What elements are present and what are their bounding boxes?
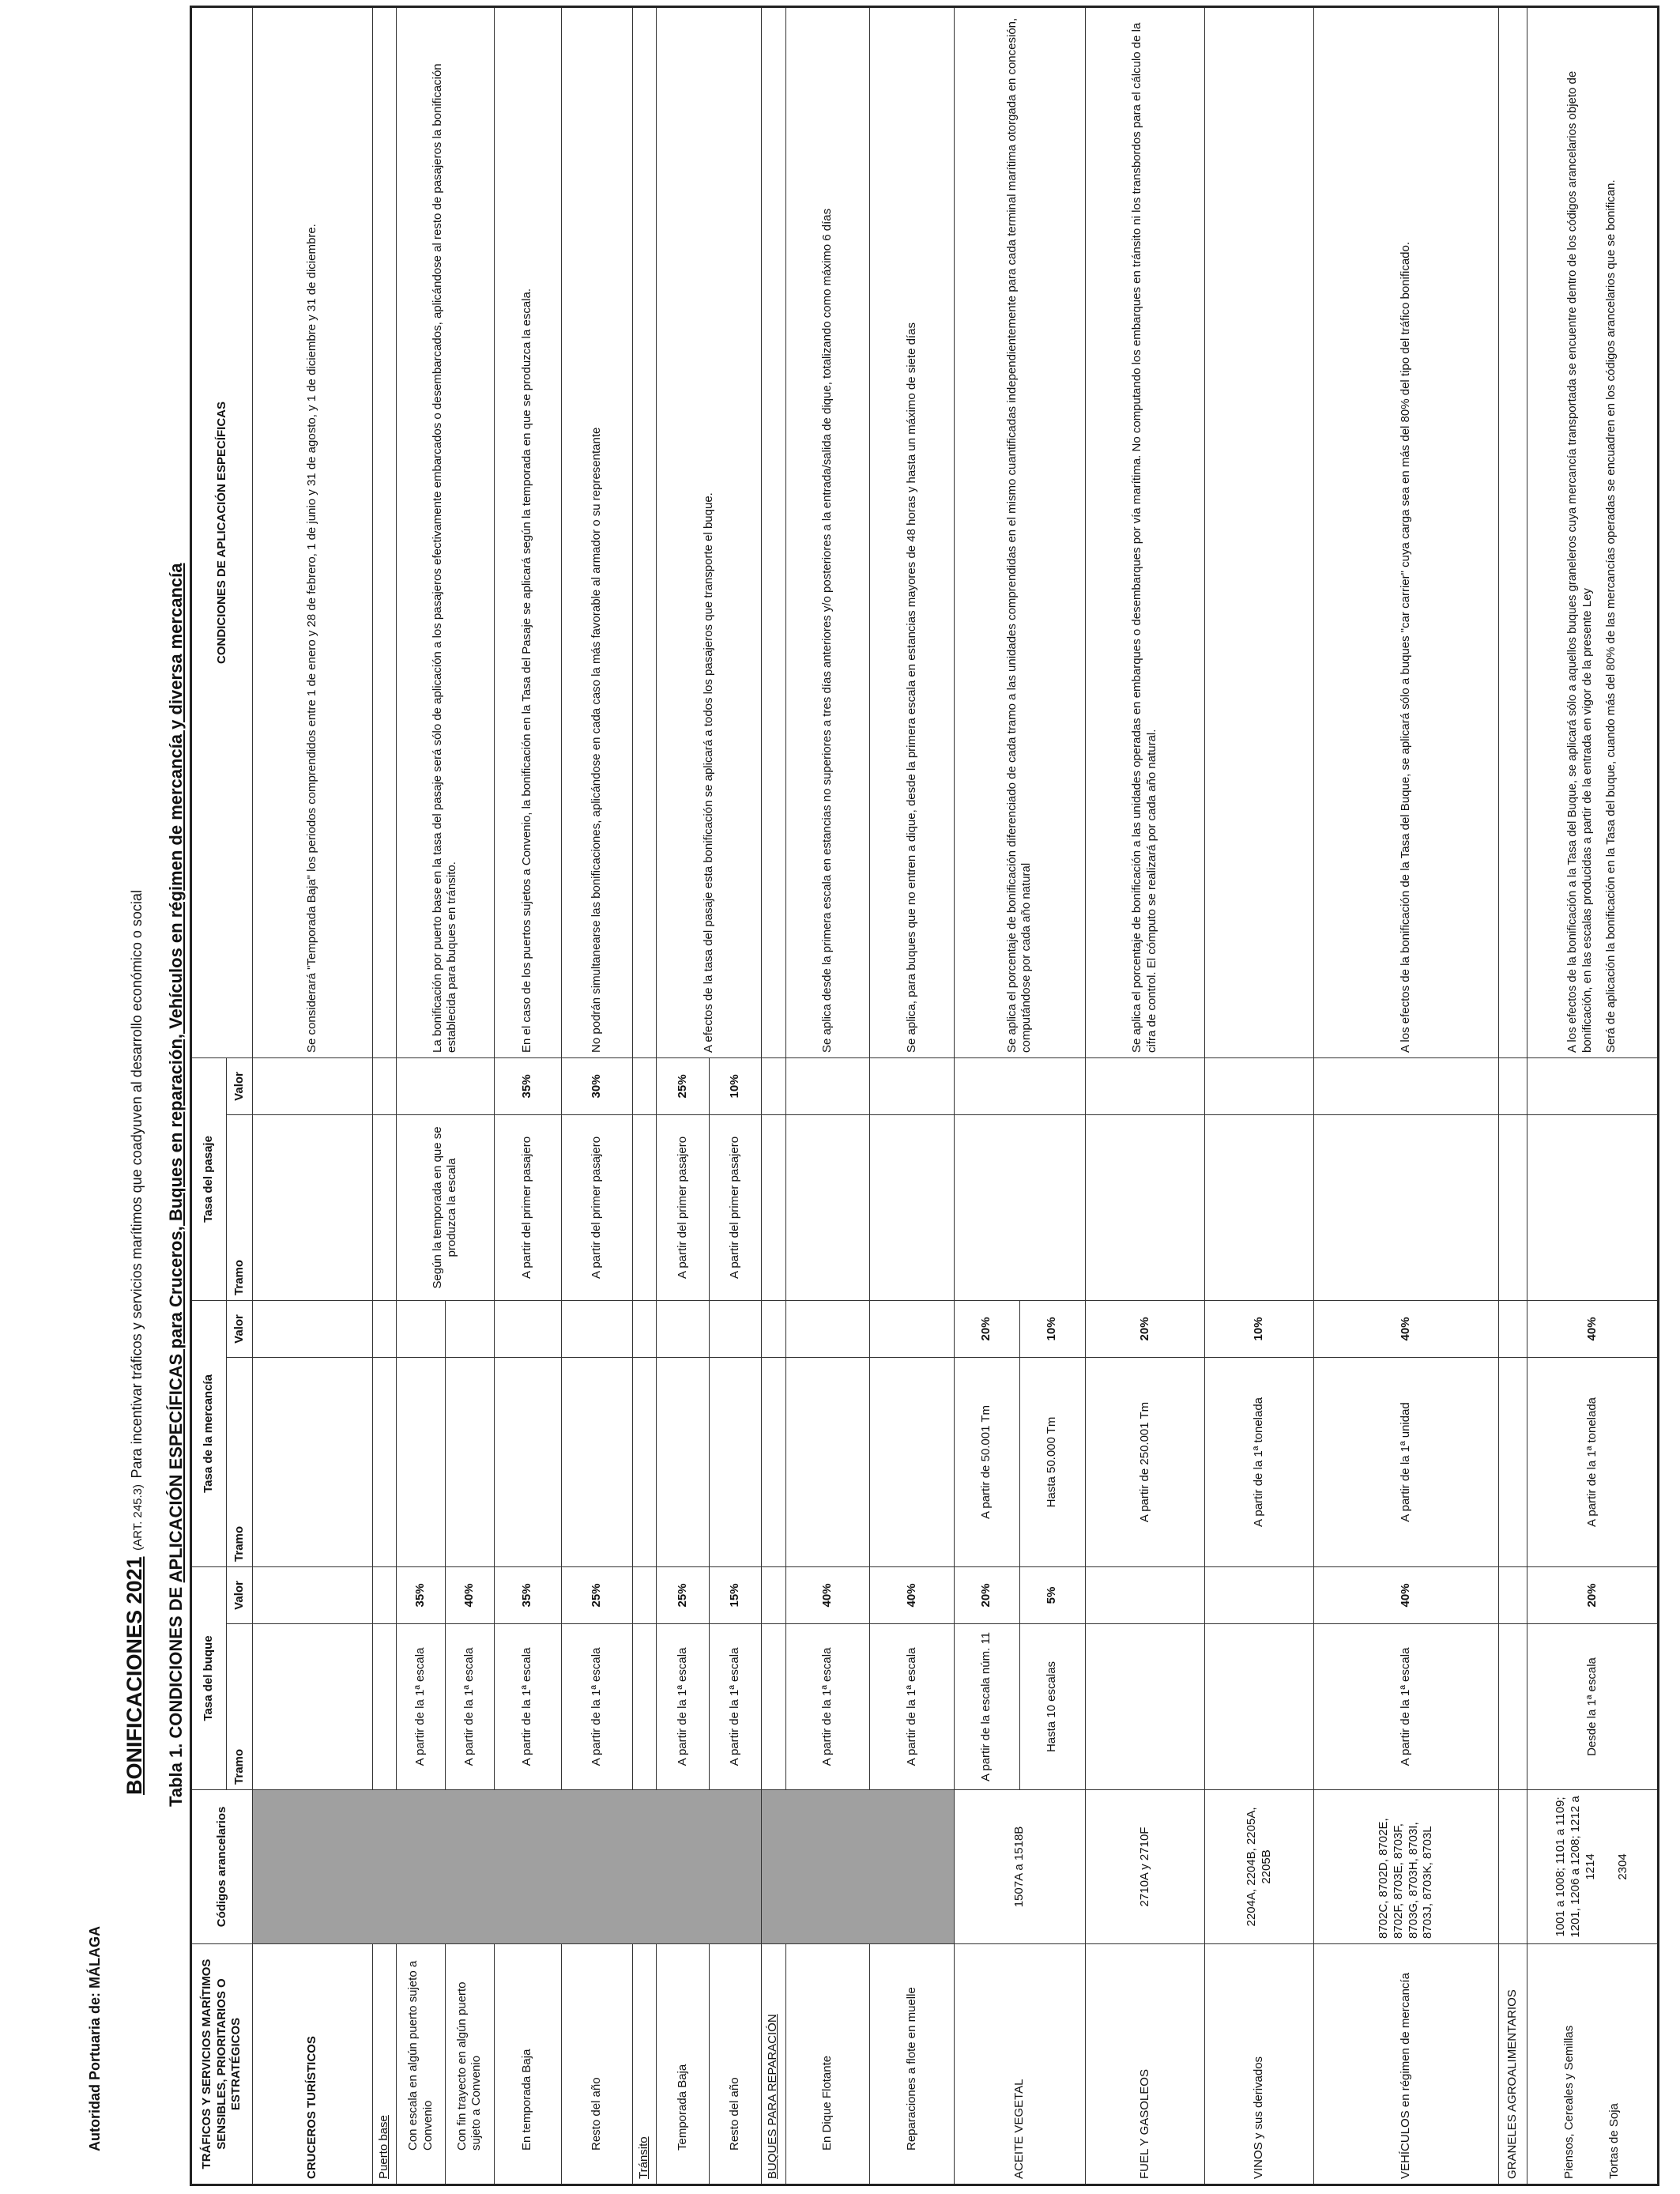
row-aceite-merc-tramo2: Hasta 50.000 Tm bbox=[1019, 1357, 1085, 1566]
row-conv1-label: Con escala en algún puerto sujeto a Convenio bbox=[397, 1943, 446, 2185]
row-graneles-cond bbox=[1527, 6, 1658, 1057]
row-dique-buque-tramo: A partir de la 1ª escala bbox=[785, 1623, 870, 1789]
row-graneles-codigos bbox=[1527, 1789, 1658, 1943]
row-conv-cond: La bonificación por puerto base en la tasa del pasaje será sólo de aplicación a los pasajeros efectivamente embarcados o desembarcados, aplicándose al resto de pasajeros la bonificación establecida para buques en tránsito. bbox=[397, 6, 494, 1057]
row-flote-label: Reparaciones a flote en muelle bbox=[870, 1943, 955, 2185]
caption-prefix: Tabla 1. CONDICIONES DE bbox=[166, 1582, 186, 1807]
row-aceite-label: ACEITE VEGETAL bbox=[954, 1943, 1085, 2185]
row-aceite-buque-tramo1: A partir de la escala núm. 11 bbox=[954, 1623, 1019, 1789]
row-conv2-buque-tramo: A partir de la 1ª escala bbox=[445, 1623, 494, 1789]
row-resto-pasaje-valor: 30% bbox=[561, 1057, 632, 1114]
row-flote-buque-tramo: A partir de la 1ª escala bbox=[870, 1623, 955, 1789]
row-transito-baja-label: Temporada Baja bbox=[657, 1943, 709, 2185]
row-transito-baja-buque-valor: 25% bbox=[657, 1566, 709, 1623]
row-transito-cond: A efectos de la tasa del pasaje esta bonificación se aplicará a todos los pasajeros que transporte el buque. bbox=[657, 6, 762, 1057]
row-cruceros-label: CRUCEROS TURÍSTICOS bbox=[253, 1943, 373, 2185]
row-tortas-label: Tortas de Soja bbox=[1607, 2103, 1621, 2179]
row-graneles-label: GRANELES AGROALIMENTARIOS bbox=[1499, 1943, 1527, 2185]
port-authority-label: Autoridad Portuaria de: MÁLAGA bbox=[87, 1925, 103, 2151]
header-trafficos: TRÁFICOS Y SERVICIOS MARÍTIMOS SENSIBLES, PRIORITARIOS O ESTRATÉGICOS bbox=[191, 1943, 253, 2185]
row-graneles-buque-valor: 20% bbox=[1527, 1566, 1658, 1623]
row-conv1-buque-valor: 35% bbox=[397, 1566, 446, 1623]
row-aceite-codigos: 1507A a 1518B bbox=[954, 1789, 1085, 1943]
row-transito-resto-pasaje-tramo: A partir del primer pasajero bbox=[709, 1114, 761, 1300]
row-vinos-merc-tramo: A partir de la 1ª tonelada bbox=[1205, 1357, 1313, 1566]
row-baja-buque-tramo: A partir de la 1ª escala bbox=[494, 1623, 561, 1789]
row-tortas-codigos: 2304 bbox=[1615, 1853, 1629, 1880]
row-transito-resto-buque-tramo: A partir de la 1ª escala bbox=[709, 1623, 761, 1789]
row-conv-pasaje-tramo: Según la temporada en que se produzca la escala bbox=[397, 1114, 494, 1300]
row-dique-buque-valor: 40% bbox=[785, 1566, 870, 1623]
row-graneles-products bbox=[1527, 1943, 1658, 2185]
header-pasaje-tramo: Tramo bbox=[227, 1114, 253, 1300]
row-dique-label: En Dique Flotante bbox=[785, 1943, 870, 2185]
row-graneles-cond2: Será de aplicación la bonificación en la Tasa del buque, cuando más del 80% de las mercancías operadas se encuadren en los códigos arancelarios que se bonifican. bbox=[1604, 179, 1618, 1053]
row-aceite-cond: Se aplica el porcentaje de bonificación diferenciado de cada tramo a las unidades comprendidas en el mismo cuantificadas independientemente para cada terminal marítima otorgada en concesión, computándose por cada año natural bbox=[954, 6, 1085, 1057]
row-vinos-codigos: 2204A, 2204B, 2205A, 2205B bbox=[1205, 1789, 1313, 1943]
header-pasaje-valor: Valor bbox=[227, 1057, 253, 1114]
row-baja-pasaje-valor: 35% bbox=[494, 1057, 561, 1114]
row-vehiculos-codigos: 8702C, 8702D, 8702E, 8702F, 8703E, 8703F, 8703G, 8703H, 8703I, 8703J, 8703K, 8703L bbox=[1313, 1789, 1499, 1943]
row-transito-resto-pasaje-valor: 10% bbox=[709, 1057, 761, 1114]
row-piensos-label: Piensos, Cereales y Semillas bbox=[1562, 2025, 1576, 2179]
header-buque-tramo: Tramo bbox=[227, 1623, 253, 1789]
row-conv2-buque-valor: 40% bbox=[445, 1566, 494, 1623]
header-tasa-pasaje: Tasa del pasaje bbox=[191, 1057, 227, 1300]
row-fuel-merc-valor: 20% bbox=[1085, 1300, 1205, 1357]
row-vehiculos-merc-tramo: A partir de la 1ª unidad bbox=[1313, 1357, 1499, 1566]
row-vehiculos-merc-valor: 40% bbox=[1313, 1300, 1499, 1357]
title-description: Para incentivar tráficos y servicios marítimos que coadyuven al desarrollo económico o social bbox=[129, 890, 145, 1479]
gray-cell bbox=[762, 1789, 955, 1943]
header-tasa-buque: Tasa del buque bbox=[191, 1566, 227, 1789]
row-flote-buque-valor: 40% bbox=[870, 1566, 955, 1623]
row-aceite-merc-tramo1: A partir de 50.001 Tm bbox=[954, 1357, 1019, 1566]
header-merc-valor: Valor bbox=[227, 1300, 253, 1357]
row-conv2-label: Con fin trayecto en algún puerto sujeto a Convenio bbox=[445, 1943, 494, 2185]
row-piensos-codigos: 1001 a 1008; 1101 a 1109; 1201, 1206 a 1208; 1212 a 1214 bbox=[1554, 1796, 1597, 1938]
row-fuel-label: FUEL Y GASOLEOS bbox=[1085, 1943, 1205, 2185]
row-transito-baja-pasaje-tramo: A partir del primer pasajero bbox=[657, 1114, 709, 1300]
row-aceite-buque-tramo2: Hasta 10 escalas bbox=[1019, 1623, 1085, 1789]
row-resto-label: Resto del año bbox=[561, 1943, 632, 2185]
row-resto-buque-valor: 25% bbox=[561, 1566, 632, 1623]
header-tasa-mercancia: Tasa de la mercancía bbox=[191, 1300, 227, 1566]
caption-underlined: APLICACIÓN ESPECÍFICAS para Cruceros, Buques en reparación, Vehículos en régimen de mercancía y diversa mercancía bbox=[166, 563, 186, 1583]
row-graneles-merc-valor: 40% bbox=[1527, 1300, 1658, 1357]
row-fuel-codigos: 2710A y 2710F bbox=[1085, 1789, 1205, 1943]
row-transito-label: Tránsito bbox=[632, 1943, 657, 2185]
row-cruceros-cond: Se considerará "Temporada Baja" los periodos comprendidos entre 1 de enero y 28 de febrero, 1 de junio y 31 de agosto, y 1 de diciembre y 31 de diciembre. bbox=[253, 6, 373, 1057]
row-vehiculos-label: VEHÍCULOS en régimen de mercancía bbox=[1313, 1943, 1499, 2185]
row-conv1-buque-tramo: A partir de la 1ª escala bbox=[397, 1623, 446, 1789]
row-aceite-merc-valor1: 20% bbox=[954, 1300, 1019, 1357]
row-vinos-label: VINOS y sus derivados bbox=[1205, 1943, 1313, 2185]
header-codigos: Códigos arancelarios bbox=[191, 1789, 253, 1943]
row-baja-label: En temporada Baja bbox=[494, 1943, 561, 2185]
row-aceite-buque-valor1: 20% bbox=[954, 1566, 1019, 1623]
table-caption bbox=[166, 563, 186, 1807]
row-vehiculos-cond: A los efectos de la bonificación de la Tasa del Buque, se aplicará sólo a buques "car carrier" cuya carga sea en más del 80% del tipo del tráfico bonificado. bbox=[1313, 6, 1499, 1057]
row-graneles-merc-tramo: A partir de la 1ª tonelada bbox=[1527, 1357, 1658, 1566]
row-resto-buque-tramo: A partir de la 1ª escala bbox=[561, 1623, 632, 1789]
title-article-ref: (ART. 245.3) bbox=[131, 1483, 145, 1551]
header-buque-valor: Valor bbox=[227, 1566, 253, 1623]
row-baja-cond: En el caso de los puertos sujetos a Convenio, la bonificación en la Tasa del Pasaje se aplicará según la temporada en que se produzca la escala. bbox=[494, 6, 561, 1057]
row-aceite-buque-valor2: 5% bbox=[1019, 1566, 1085, 1623]
row-transito-resto-label: Resto del año bbox=[709, 1943, 761, 2185]
row-dique-cond: Se aplica desde la primera escala en estancias no superiores a tres días anteriores y/o posteriores a la entrada/salida de dique, totalizando como máximo 6 días bbox=[785, 6, 870, 1057]
row-vehiculos-buque-valor: 40% bbox=[1313, 1566, 1499, 1623]
row-graneles-buque-tramo: Desde la 1ª escala bbox=[1527, 1623, 1658, 1789]
row-transito-baja-buque-tramo: A partir de la 1ª escala bbox=[657, 1623, 709, 1789]
row-vinos-merc-valor: 10% bbox=[1205, 1300, 1313, 1357]
row-graneles-cond1: A los efectos de la bonificación a la Tasa del Buque, se aplicará sólo a aquellos buques graneleros cuya mercancía transportada se encuentre dentro de los códigos arancelarios objeto de bonificación, en las escalas producidas a partir de la entrada en vigor de la presente Ley bbox=[1565, 70, 1594, 1053]
row-fuel-merc-tramo: A partir de 250.001 Tm bbox=[1085, 1357, 1205, 1566]
bonificaciones-table bbox=[190, 6, 1659, 2186]
row-flote-cond: Se aplica, para buques que no entren a dique, desde la primera escala en estancias mayores de 48 horas y hasta un máximo de siete días bbox=[870, 6, 955, 1057]
header-merc-tramo: Tramo bbox=[227, 1357, 253, 1566]
title-main: BONIFICACIONES 2021 bbox=[122, 1556, 146, 1795]
row-resto-pasaje-tramo: A partir del primer pasajero bbox=[561, 1114, 632, 1300]
row-baja-buque-valor: 35% bbox=[494, 1566, 561, 1623]
row-aceite-merc-valor2: 10% bbox=[1019, 1300, 1085, 1357]
row-baja-pasaje-tramo: A partir del primer pasajero bbox=[494, 1114, 561, 1300]
row-transito-resto-buque-valor: 15% bbox=[709, 1566, 761, 1623]
document-title bbox=[122, 890, 147, 1795]
row-reparacion-label: BUQUES PARA REPARACIÓN bbox=[762, 1943, 786, 2185]
row-transito-baja-pasaje-valor: 25% bbox=[657, 1057, 709, 1114]
header-condiciones: CONDICIONES DE APLICACIÓN ESPECÍFICAS bbox=[191, 6, 253, 1057]
row-puerto-base-label: Puerto base bbox=[372, 1943, 397, 2185]
row-resto-cond: No podrán simultanearse las bonificaciones, aplicándose en cada caso la más favorable al armador o su representante bbox=[561, 6, 632, 1057]
gray-cell bbox=[253, 1789, 762, 1943]
row-vehiculos-buque-tramo: A partir de la 1ª escala bbox=[1313, 1623, 1499, 1789]
row-fuel-cond: Se aplica el porcentaje de bonificación a las unidades operadas en embarques o desembarques por vía marítima. No computando los embarques en tránsito ni los transbordos para el cálculo de la cifra de control. El cómputo se realizará por cada año natural. bbox=[1085, 6, 1205, 1057]
